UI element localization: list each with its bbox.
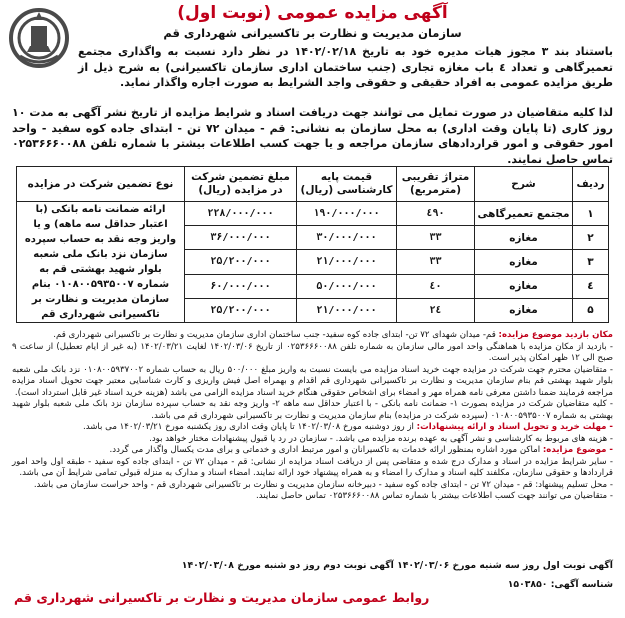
terms-text: - متقاضیان محترم جهت شرکت در مزایده جهت خرید اسناد مزایده می بایست نسبت به واریز مبلغ ۵۰۰/۰۰۰ ریال به حساب شماره ۰۱۰۸۰۰۵۹۳۷۰۰۲ نزد بانک ملی شعبه بلوار شهید بهشتی قم بنام سازمان مدیریت و نظارت بر تاکسیرانی شهرداری قم اقدام و بهمراه اصل فیش واریزی و کارت شناسایی معتبر جهت تحویل اسناد مزایده مراجعه فرمایند ضمنا داشتن معرفی نامه همراه مهر و امضاء برای اشخاص حقوقی هنگام خرید اسناد مزایده الزامی می باشد (هزینه خرید اسناد غیر قابل استرداد است). bbox=[12, 364, 613, 398]
terms-text: - متقاضیان می توانند جهت کسب اطلاعات بیشتر با شماره تماس ۰۲۵۳۶۶۶۰۰۸۸ تماس حاصل نمایند. bbox=[255, 491, 613, 501]
terms-paragraph bbox=[12, 342, 613, 365]
cell-row-number: ۱ bbox=[573, 202, 609, 226]
terms-label: مکان بازدید موضوع مزایده: bbox=[498, 330, 613, 340]
terms-text: - کلیه متقاضیان شرکت در مزایده بصورت ۱- ضمانت نامه بانکی - با اعتبار حداقل سه ماهه ۲- واریز وجه نقد به حساب سپرده سازمان نزد بانک ملی شعبه بلوار شهید بهشتی به شماره ۰۱۰۸۰۰۵۹۳۵۰۰۷ (سپرده شرکت در مزایده) بنام سازمان مدیریت و نظارت بر تاکسیرانی شهرداری قم می باشد. bbox=[12, 399, 614, 421]
cell-guarantee-amount: ۶۰/۰۰۰/۰۰۰ bbox=[185, 274, 297, 298]
cell-row-number: ۵ bbox=[573, 298, 609, 322]
terms-text: از روز دوشنبه مورخ ۱۴۰۲/۰۳/۰۸ تا پایان وقت اداری روز یکشنبه مورخ ۱۴۰۲/۰۳/۲۱ می باشد. bbox=[82, 422, 417, 432]
terms-section bbox=[12, 330, 613, 503]
cell-base-price: ۵۰/۰۰۰/۰۰۰ bbox=[297, 274, 397, 298]
terms-paragraph bbox=[12, 434, 613, 446]
intro-paragraph: باستناد بند ۳ مجوز هیات مدیره خود به تاریخ ۱۴۰۲/۰۲/۱۸ در نظر دارد نسبت به واگذاری مجتمع تعمیرگاهی و تعداد ٤ باب مغازه تجاری (جنب ساختمان اداری سازمان تاکسیرانی) به شرح ذیل از طریق مزایده عمومی به افراد حقیقی و حقوقی واجد الشرایط به صورت اجاره واگذار نماید. bbox=[78, 45, 614, 90]
terms-text: اماکن مورد اشاره بمنظور ارائه خدمات به تاکسیرانان و امور مرتبط اداری و خدماتی و برای مدت یکسال واگذار می گردد. bbox=[109, 445, 543, 455]
terms-text: - محل تسلیم پیشنهاد: قم - میدان ۷۲ تن - ابتدای جاده کوه سفید - دبیرخانه سازمان مدیریت و نظارت بر تاکسیرانی شهرداری قم - واحد حراست سازمان می باشد. bbox=[33, 479, 613, 490]
cell-base-price: ۲۱/۰۰۰/۰۰۰ bbox=[297, 250, 397, 274]
header-row-number: ردیف bbox=[573, 167, 609, 202]
cell-guarantee-amount: ۳۶/۰۰۰/۰۰۰ bbox=[185, 226, 297, 250]
terms-paragraph bbox=[12, 422, 613, 434]
notice-id: شناسه آگهی: ۱۵۰۳۸۵۰ bbox=[507, 579, 613, 590]
terms-paragraph bbox=[12, 445, 613, 457]
cell-description: مغازه bbox=[475, 226, 573, 250]
terms-label: - مهلت خرید و تحویل اسناد و ارائه پیشنهادات: bbox=[416, 422, 613, 432]
cell-base-price: ۲۱/۰۰۰/۰۰۰ bbox=[297, 298, 397, 322]
cell-area: ۳۳ bbox=[397, 226, 475, 250]
cell-area: ٤۹۰ bbox=[397, 202, 475, 226]
public-relations-signature: روابط عمومی سازمان مدیریت و نظارت بر تاکسیرانی شهرداری قم bbox=[14, 590, 430, 605]
header-description: شرح bbox=[475, 167, 573, 202]
terms-text: - هزینه های مربوط به کارشناسی و نشر آگهی به عهده برنده مزایده می باشد. - سازمان در رد یا قبول پیشنهادات مختار خواهد بود. bbox=[149, 433, 613, 444]
cell-base-price: ۱۹۰/۰۰۰/۰۰۰ bbox=[297, 202, 397, 226]
cell-description: مغازه bbox=[475, 250, 573, 274]
header-area: متراژ تقریبی (مترمربع) bbox=[397, 167, 475, 202]
cell-guarantee-amount: ۲۲۸/۰۰۰/۰۰۰ bbox=[185, 202, 297, 226]
terms-paragraph bbox=[12, 365, 613, 400]
page-title: آگهی مزایده عمومی (نوبت اول) bbox=[177, 3, 448, 23]
cell-base-price: ۳۰/۰۰۰/۰۰۰ bbox=[297, 226, 397, 250]
cell-row-number: ۳ bbox=[573, 250, 609, 274]
table-header-row bbox=[17, 167, 609, 202]
terms-paragraph bbox=[12, 480, 613, 492]
cell-description: مجتمع تعمیرگاهی bbox=[475, 202, 573, 226]
cell-description: مغازه bbox=[475, 298, 573, 322]
instructions-paragraph: لذا کلیه متقاضیان در صورت تمایل می توانند جهت دریافت اسناد و شرایط مزایده از تاریخ نشر آگهی به مدت ۱۰ روز کاری (تا پایان وقت اداری) به محل سازمان به نشانی: قم - میدان ۷۲ تن - ابتدای جاده کوه سفید - واحد امور حقوقی و امور قراردادهای سازمان مراجعه و یا جهت کسب اطلاعات بیشتر با شماره تلفن ۰۲۵۳۶۶۶۰۰۸۸ تماس حاصل نمایند. bbox=[12, 106, 613, 166]
cell-area: ۳۳ bbox=[397, 250, 475, 274]
header-base-price: قیمت پایه کارشناسی (ریال) bbox=[297, 167, 397, 202]
issuer-subtitle: سازمان مدیریت و نظارت بر تاکسیرانی شهرداری قم bbox=[163, 26, 462, 40]
terms-text: - بازدید از مکان مزایده با هماهنگی واحد امور مالی سازمان به شماره تلفن ۰۲۵۳۶۶۶۰۰۸۸ از تاریخ ۱۴۰۲/۰۳/۰۶ لغایت ۱۴۰۲/۰۳/۲۱ (به غیر از ایام تعطیل) از ساعت ۹ صبح الی ۱۲ ظهر امکان پذیر است. bbox=[12, 341, 613, 363]
terms-paragraph bbox=[12, 330, 613, 342]
terms-paragraph bbox=[12, 399, 613, 422]
cell-description: مغازه bbox=[475, 274, 573, 298]
header-guarantee-type: نوع تضمین شرکت در مزایده bbox=[17, 167, 185, 202]
publication-dates: آگهی نوبت اول روز سه شنبه مورخ ۱۴۰۲/۰۳/۰۶ آگهی نوبت دوم روز دو شنبه مورخ ۱۴۰۲/۰۳/۰۸ bbox=[181, 560, 613, 571]
terms-text: قم- میدان شهدای ۷۲ تن- ابتدای جاده کوه سفید- جنب ساختمان اداری سازمان مدیریت و نظارت بر تاکسیرانی شهرداری قم. bbox=[53, 330, 499, 340]
auction-items-table bbox=[16, 166, 609, 323]
terms-label: - موضوع مزایده: bbox=[542, 445, 613, 455]
cell-guarantee-amount: ۲۵/۲۰۰/۰۰۰ bbox=[185, 298, 297, 322]
cell-row-number: ۲ bbox=[573, 226, 609, 250]
terms-text: - سایر شرایط مزایده در اسناد و مدارک درج شده و متقاضی پس از دریافت اسناد مزایده از نشانی: قم - میدان ۷۲ تن - ابتدای جاده کوه سفید - طبقه اول واحد امور قراردادها و حقوقی سازمان، مکلفند کلیه اسناد و مدارک را امضاء و به همراه پیشنهاد خود ارائه نمایند. امضاء اسناد و مدارک به منزله قبولی تمامی شرایط آن می باشد. bbox=[12, 456, 613, 478]
table-row bbox=[17, 202, 609, 226]
cell-row-number: ٤ bbox=[573, 274, 609, 298]
header-guarantee-amount: مبلغ تضمین شرکت در مزایده (ریال) bbox=[185, 167, 297, 202]
cell-area: ٤۰ bbox=[397, 274, 475, 298]
terms-paragraph bbox=[12, 457, 613, 480]
terms-paragraph bbox=[12, 491, 613, 503]
cell-guarantee-type: ارائه ضمانت نامه بانکی (با اعتبار حداقل سه ماهه) و یا واریز وجه نقد به حساب سپرده سازمان نزد بانک ملی شعبه بلوار شهید بهشتی قم به شماره ۰۱۰۸۰۰۵۹۳۵۰۰۷ بنام سازمان مدیریت و نظارت بر تاکسیرانی شهرداری قم bbox=[17, 202, 185, 323]
cell-guarantee-amount: ۲۵/۲۰۰/۰۰۰ bbox=[185, 250, 297, 274]
cell-area: ۲٤ bbox=[397, 298, 475, 322]
